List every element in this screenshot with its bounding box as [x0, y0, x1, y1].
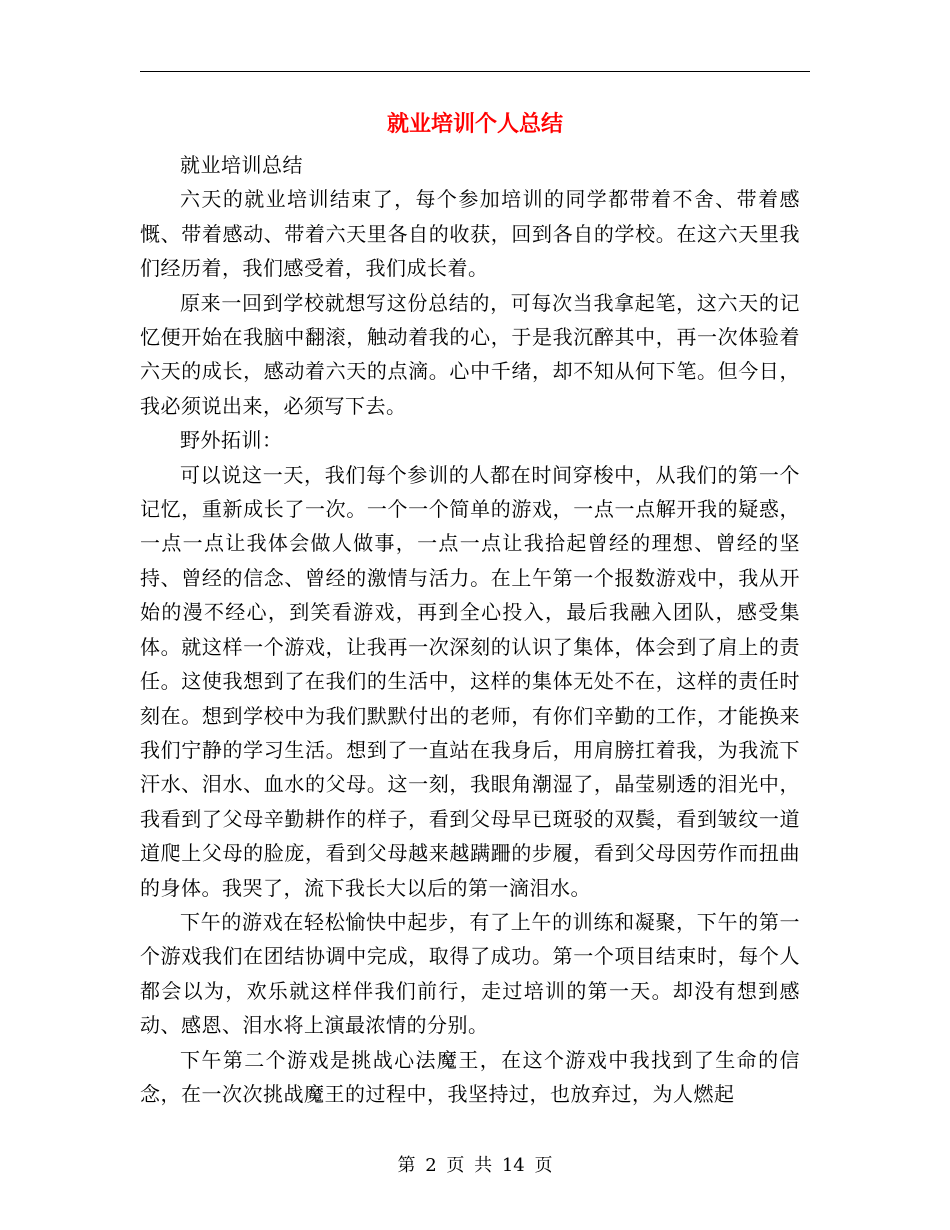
paragraph-morning-games: 可以说这一天，我们每个参训的人都在时间穿梭中，从我们的第一个记忆，重新成长了一次。一个一个简单的游戏，一点一点解开我的疑惑，一点一点让我体会做人做事，一点一点让我拾起曾经的理想、曾经的坚持、曾经的信念、曾经的激情与活力。在上午第一个报数游戏中，我从开始的漫不经心，到笑看游戏，再到全心投入，最后我融入团队，感受集体。就这样一个游戏，让我再一次深刻的认识了集体，体会到了肩上的责任。这使我想到了在我们的生活中，这样的集体无处不在，这样的责任时刻在。想到学校中为我们默默付出的老师，有你们辛勤的工作，才能换来我们宁静的学习生活。想到了一直站在我身后，用肩膀扛着我，为我流下汗水、泪水、血水的父母。这一刻，我眼角潮湿了，晶莹剔透的泪光中，我看到了父母辛勤耕作的样子，看到父母早已斑驳的双鬓，看到皱纹一道道爬上父母的脸庞，看到父母越来越蹒跚的步履，看到父母因劳作而扭曲的身体。我哭了，流下我长大以后的第一滴泪水。 — [140, 462, 800, 900]
paragraph-intro: 六天的就业培训结束了，每个参加培训的同学都带着不舍、带着感慨、带着感动、带着六天里各自的收获，回到各自的学校。在这六天里我们经历着，我们感受着，我们成长着。 — [140, 187, 800, 281]
document-body — [140, 148, 800, 1111]
page-footer: 第 2 页 共 14 页 — [397, 1155, 553, 1176]
paragraph-subtitle: 就业培训总结 — [180, 153, 303, 177]
header-rule — [140, 71, 810, 72]
paragraph-afternoon-games: 下午的游戏在轻松愉快中起步，有了上午的训练和凝聚，下午的第一个游戏我们在团结协调中完成，取得了成功。第一个项目结束时，每个人都会以为，欢乐就这样伴我们前行，走过培训的第一天。却没有想到感动、感恩、泪水将上演最浓情的分别。 — [140, 909, 800, 1038]
document-title: 就业培训个人总结 — [386, 112, 563, 137]
section-heading-outdoor-training: 野外拓训： — [180, 428, 283, 453]
paragraph-reflection: 原来一回到学校就想写这份总结的，可每次当我拿起笔，这六天的记忆便开始在我脑中翻滚，触动着我的心，于是我沉醉其中，再一次体验着六天的成长，感动着六天的点滴。心中千绪，却不知从何下笔。但今日，我必须说出来，必须写下去。 — [140, 290, 800, 418]
paragraph-second-game: 下午第二个游戏是挑战心法魔王，在这个游戏中我找到了生命的信念，在一次次挑战魔王的过程中，我坚持过，也放弃过，为人燃起 — [140, 1047, 800, 1106]
